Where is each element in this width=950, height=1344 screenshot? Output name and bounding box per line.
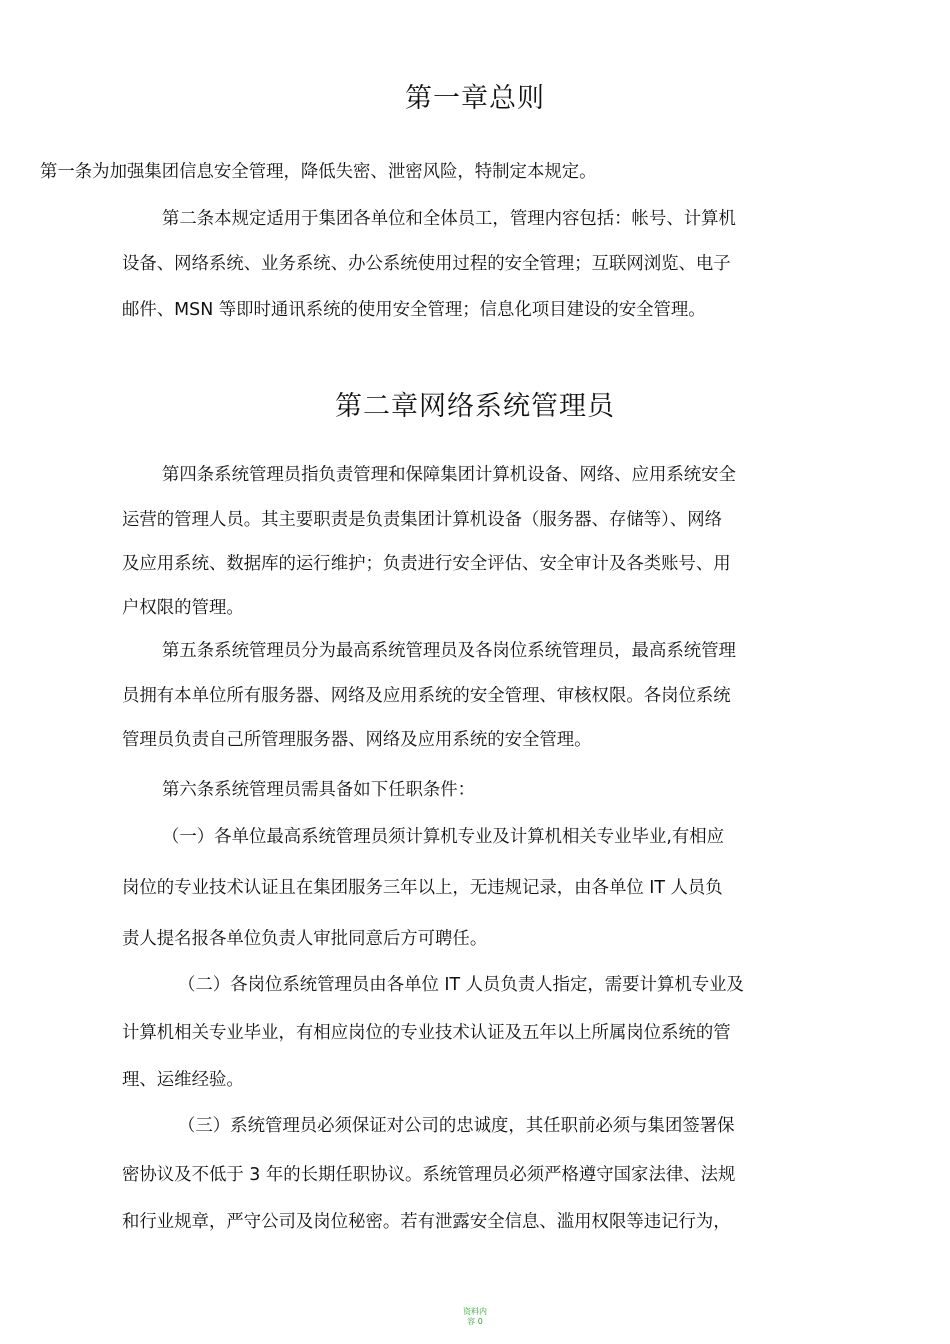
text-line: 和行业规章，严守公司及岗位秘密。若有泄露安全信息、滥用权限等违记行为， — [122, 1212, 731, 1232]
text-line: 责人提名报各单位负责人审批同意后方可聘任。 — [122, 929, 488, 949]
chapter-2-title: 第二章网络系统管理员 — [335, 391, 615, 422]
text-line: 第一条为加强集团信息安全管理，降低失密、泄密风险，特制定本规定。 — [40, 162, 597, 182]
text-line: 第六条系统管理员需具备如下任职条件： — [162, 780, 476, 800]
text-line: 邮件、MSN 等即时通讯系统的使用安全管理；信息化项目建设的安全管理。 — [122, 300, 706, 320]
text-line: （三）系统管理员必须保证对公司的忠诚度，其任职前必须与集团签署保 — [178, 1116, 735, 1136]
text-line: 第四条系统管理员指负责管理和保障集团计算机设备、网络、应用系统安全 — [162, 465, 736, 485]
text-line: 理、运维经验。 — [122, 1070, 244, 1090]
text-line: 计算机相关专业毕业，有相应岗位的专业技术认证及五年以上所属岗位系统的管 — [122, 1023, 731, 1043]
text-line: 岗位的专业技术认证且在集团服务三年以上，无违规记录，由各单位 IT 人员负 — [122, 878, 723, 898]
text-line: 及应用系统、数据库的运行维护；负责进行安全评估、安全审计及各类账号、用 — [122, 554, 731, 574]
text-line: 户权限的管理。 — [122, 598, 244, 618]
text-line: 设备、网络系统、业务系统、办公系统使用过程的安全管理；互联网浏览、电子 — [122, 254, 731, 274]
chapter-1-title: 第一章总则 — [405, 83, 545, 114]
page-footer — [455, 1307, 495, 1327]
text-line: 密协议及不低于 3 年的长期任职协议。系统管理员必须严格遵守国家法律、法规 — [122, 1165, 736, 1185]
text-line: （一）各单位最高系统管理员须计算机专业及计算机相关专业毕业,有相应 — [162, 827, 725, 847]
footer-line: 资料内 — [463, 1307, 487, 1316]
text-line: 管理员负责自己所管理服务器、网络及应用系统的安全管理。 — [122, 730, 592, 750]
text-line: 运营的管理人员。其主要职责是负责集团计算机设备（服务器、存储等）、网络 — [122, 510, 722, 530]
text-line: 第二条本规定适用于集团各单位和全体员工，管理内容包括：帐号、计算机 — [162, 209, 736, 229]
text-line: 第五条系统管理员分为最高系统管理员及各岗位系统管理员，最高系统管理 — [162, 641, 736, 661]
footer-line: 容 0 — [467, 1317, 483, 1326]
text-line: （二）各岗位系统管理员由各单位 IT 人员负责人指定，需要计算机专业及 — [178, 975, 744, 995]
text-line: 员拥有本单位所有服务器、网络及应用系统的安全管理、审核权限。各岗位系统 — [122, 686, 731, 706]
